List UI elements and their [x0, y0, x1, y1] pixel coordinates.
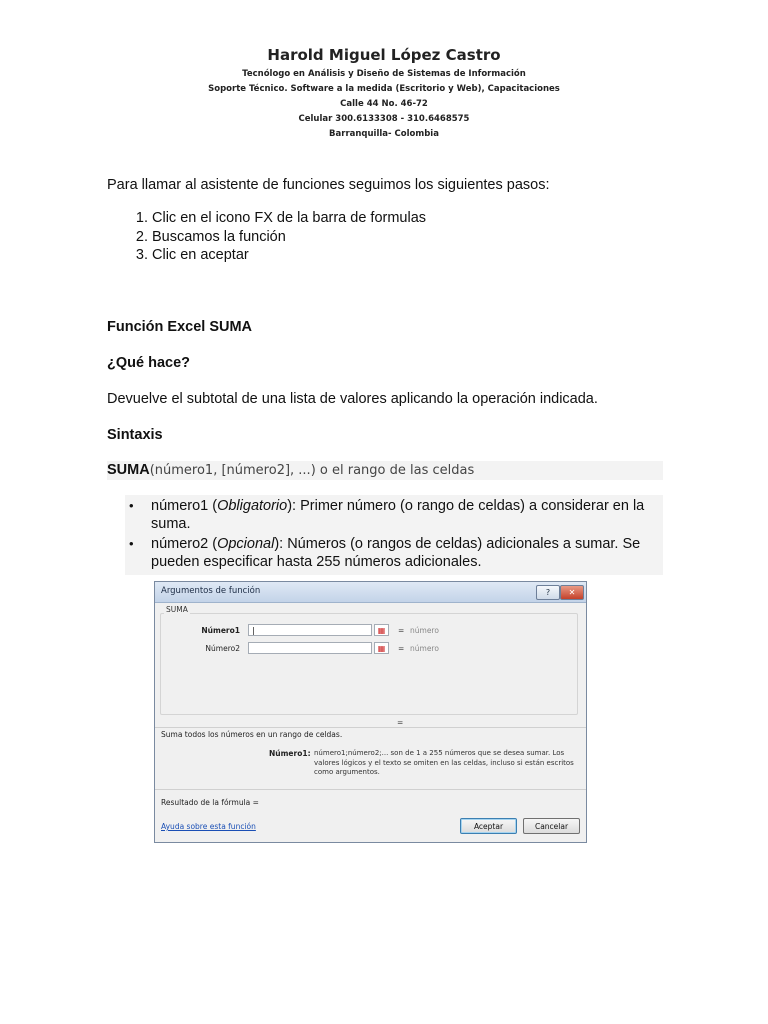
what-it-does-heading: ¿Qué hace? [107, 355, 190, 371]
help-link[interactable]: Ayuda sobre esta función [161, 822, 256, 831]
header-line: Calle 44 No. 46-72 [340, 99, 428, 109]
range-select-icon[interactable]: ▦ [374, 642, 389, 654]
step-item: 1. Clic en el icono FX de la barra de formulas [152, 209, 426, 228]
divider [155, 789, 586, 790]
cancel-button[interactable]: Cancelar [523, 818, 580, 834]
divider [155, 727, 586, 728]
header-line: Tecnólogo en Análisis y Diseño de Sistemas de Información [242, 69, 526, 79]
param-description: ): Primer número (o rango de celdas) a considerar en la suma. [151, 498, 645, 532]
syntax-function-name: SUMA [107, 462, 150, 478]
syntax-arguments: (número1, [número2], ...) o el rango de las celdas [149, 463, 475, 478]
argument-row-numero2 [155, 642, 585, 656]
group-label: SUMA [166, 605, 188, 614]
parameters-list [125, 495, 663, 575]
intro-paragraph: Para llamar al asistente de funciones seguimos los siguientes pasos: [107, 177, 550, 193]
dialog-title: Argumentos de función [161, 586, 261, 596]
param-description: ): Números (o rangos de celdas) adicionales a sumar. Se pueden especificar hasta 255 números adicionales. [151, 536, 641, 570]
argument-label: Número2 [205, 644, 240, 653]
help-icon[interactable]: ? [536, 585, 560, 600]
formula-result: Resultado de la fórmula = [161, 798, 259, 807]
function-arguments-dialog [154, 581, 587, 843]
numero1-input[interactable]: | [248, 624, 372, 636]
parameter-item [151, 535, 663, 571]
dialog-titlebar[interactable] [155, 582, 586, 603]
parameter-item [151, 497, 663, 533]
header-line: Barranquilla- Colombia [329, 129, 439, 139]
argument-description-text: número1;número2;... son de 1 a 255 números que se desea sumar. Los valores lógicos y el texto se omiten en las celdas, incluso si están escritos como argumentos. [314, 749, 574, 776]
equals-sign: = [398, 644, 405, 653]
argument-row-numero1 [155, 624, 585, 638]
document-header [0, 46, 768, 142]
header-line: Celular 300.6133308 - 310.6468575 [298, 114, 470, 124]
function-description: Devuelve el subtotal de una lista de valores aplicando la operación indicada. [107, 391, 598, 407]
header-line: Soporte Técnico. Software a la medida (Escritorio y Web), Capacitaciones [208, 84, 560, 94]
syntax-line [107, 461, 663, 480]
argument-description-label: Número1: [269, 749, 311, 758]
accept-button[interactable]: Aceptar [460, 818, 517, 834]
step-item: 2. Buscamos la función [152, 228, 426, 247]
equals-sign: = [398, 626, 405, 635]
range-select-icon[interactable]: ▦ [374, 624, 389, 636]
function-summary: Suma todos los números en un rango de celdas. [161, 730, 343, 739]
param-kind: Obligatorio [217, 498, 288, 514]
numero2-input[interactable] [248, 642, 372, 654]
syntax-heading: Sintaxis [107, 427, 163, 443]
author-name: Harold Miguel López Castro [267, 46, 501, 64]
argument-result: número [410, 644, 439, 653]
steps-list [107, 209, 426, 265]
close-icon[interactable]: ✕ [560, 585, 584, 600]
step-item: 3. Clic en aceptar [152, 246, 426, 265]
param-kind: Opcional [217, 536, 275, 552]
param-name: número2 ( [151, 536, 218, 552]
param-name: número1 ( [151, 498, 218, 514]
argument-result: número [410, 626, 439, 635]
function-result-equals: = [397, 718, 404, 727]
argument-label: Número1 [201, 626, 240, 635]
section-title: Función Excel SUMA [107, 319, 253, 335]
